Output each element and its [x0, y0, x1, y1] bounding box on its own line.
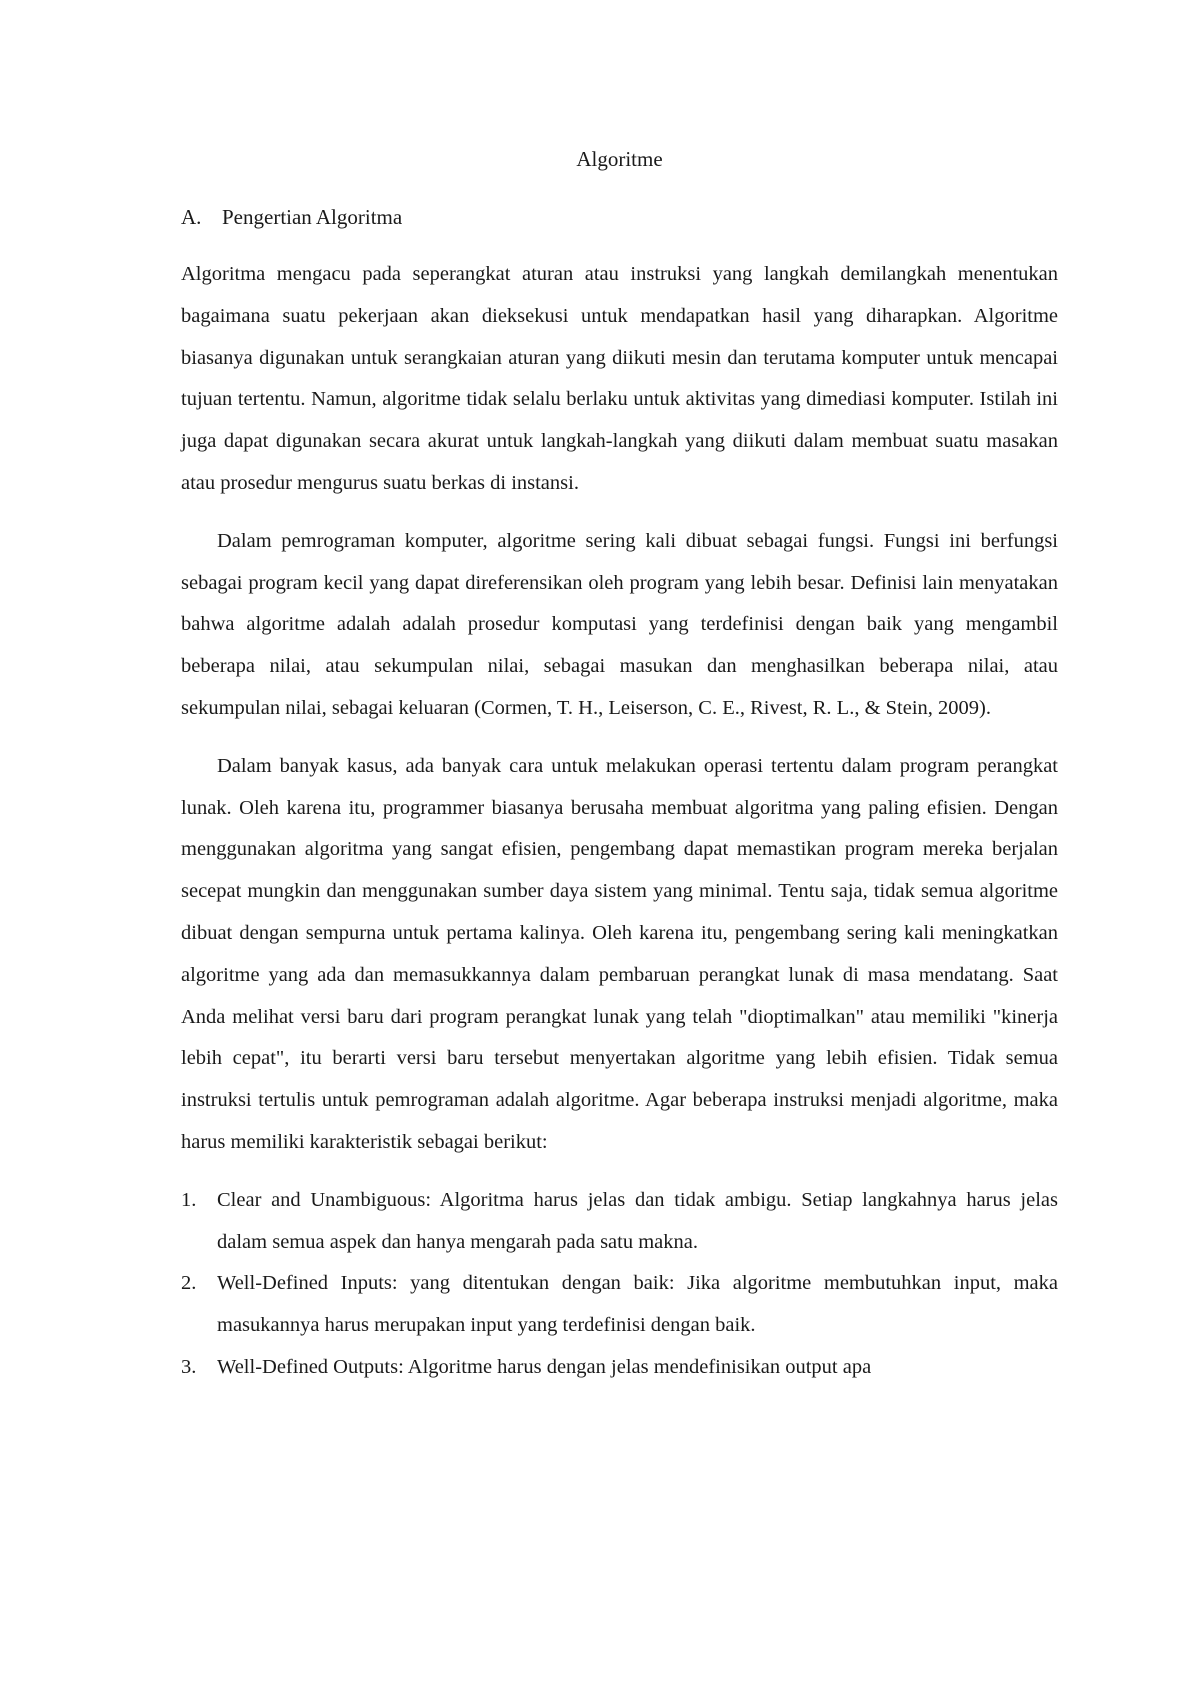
list-item-number: 3. [181, 1355, 197, 1378]
characteristics-list [181, 1180, 1058, 1389]
paragraph-programming: Dalam pemrograman komputer, algoritme sering kali dibuat sebagai fungsi. Fungsi ini berfungsi sebagai program kecil yang dapat direferensikan oleh program yang lebih besar. Definisi lain menyatakan bahwa algoritme adalah adalah prosedur komputasi yang terdefinisi dengan baik yang mengambil beberapa nilai, atau sekumpulan nilai, sebagai masukan dan menghasilkan beberapa nilai, atau sekumpulan nilai, sebagai keluaran (Cormen, T. H., Leiserson, C. E., Rivest, R. L., & Stein, 2009). [181, 529, 1058, 719]
list-item-number: 1. [181, 1188, 197, 1211]
list-item [181, 1180, 1058, 1264]
list-item-text: Well-Defined Inputs: yang ditentukan dengan baik: Jika algoritme membutuhkan input, maka masukannya harus merupakan input yang terdefinisi dengan baik. [217, 1272, 1058, 1337]
paragraph-efficiency: Dalam banyak kasus, ada banyak cara untuk melakukan operasi tertentu dalam program perangkat lunak. Oleh karena itu, programmer biasanya berusaha membuat algoritma yang paling efisien. Dengan menggunakan algoritma yang sangat efisien, pengembang dapat memastikan program mereka berjalan secepat mungkin dan menggunakan sumber daya sistem yang minimal. Tentu saja, tidak semua algoritme dibuat dengan sempurna untuk pertama kalinya. Oleh karena itu, pengembang sering kali meningkatkan algoritme yang ada dan memasukkannya dalam pembaruan perangkat lunak di masa mendatang. Saat Anda melihat versi baru dari program perangkat lunak yang telah "dioptimalkan" atau memiliki "kinerja lebih cepat", itu berarti versi baru tersebut menyertakan algoritme yang lebih efisien. Tidak semua instruksi tertulis untuk pemrograman adalah algoritme. Agar beberapa instruksi menjadi algoritme, maka harus memiliki karakteristik sebagai berikut: [181, 754, 1058, 1153]
section-heading [181, 196, 1058, 238]
list-item [181, 1263, 1058, 1347]
document-page [181, 138, 1058, 1389]
paragraph-definition: Algoritma mengacu pada seperangkat aturan atau instruksi yang langkah demilangkah menentukan bagaimana suatu pekerjaan akan dieksekusi untuk mendapatkan hasil yang diharapkan. Algoritme biasanya digunakan untuk serangkaian aturan yang diikuti mesin dan terutama komputer untuk mencapai tujuan tertentu. Namun, algoritme tidak selalu berlaku untuk aktivitas yang dimediasi komputer. Istilah ini juga dapat digunakan secara akurat untuk langkah-langkah yang diikuti dalam membuat suatu masakan atau prosedur mengurus suatu berkas di instansi. [181, 263, 1058, 494]
section-heading-text: Pengertian Algoritma [222, 205, 403, 229]
section-marker: A. [181, 205, 202, 229]
list-item [181, 1347, 1058, 1389]
document-title: Algoritme [576, 147, 663, 171]
list-item-text: Clear and Unambiguous: Algoritma harus jelas dan tidak ambigu. Setiap langkahnya harus jelas dalam semua aspek dan hanya mengarah pada satu makna. [217, 1188, 1058, 1253]
list-item-text: Well-Defined Outputs: Algoritme harus dengan jelas mendefinisikan output apa [217, 1355, 872, 1378]
list-item-number: 2. [181, 1272, 197, 1295]
